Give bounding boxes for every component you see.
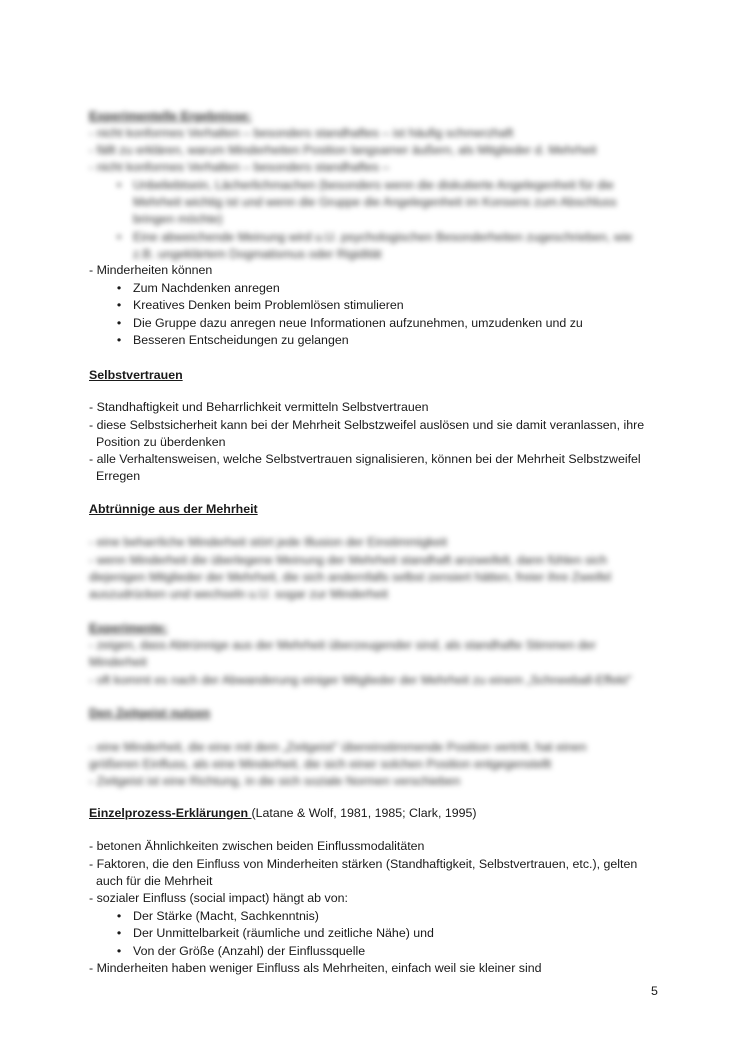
paragraph-line: Erregen (96, 469, 141, 483)
blurred-line: - wenn Minderheit die überlegene Meinung der Mehrheit standhaft anzweifelt, dann fühlen sich (89, 553, 607, 567)
bullet-marker: • (116, 281, 122, 295)
blurred-heading: Experimentelle Ergebnisse: (89, 109, 252, 123)
paragraph-line: - Minderheiten haben weniger Einfluss als Mehrheiten, einfach weil sie kleiner sind (89, 961, 542, 975)
section-heading-line (89, 805, 477, 821)
blurred-line: - eine Minderheit, die eine mit dem „Zeitgeist" übereinstimmende Position vertritt, hat einen (89, 740, 587, 754)
bullet-marker: • (116, 944, 122, 958)
blurred-line: z.B. ungeklärtem Dogmatismus oder Rigidität (133, 247, 382, 261)
page-number: 5 (651, 984, 658, 998)
section-heading: Selbstvertrauen (89, 368, 183, 382)
bullet-marker: • (116, 298, 122, 312)
paragraph-line: - sozialer Einfluss (social impact) hängt ab von: (89, 891, 348, 905)
bullet-marker: • (116, 316, 122, 330)
blurred-line: Mehrheit wichtig ist und wenn die Gruppe die Angelegenheit im Konsens zum Abschluss (133, 195, 617, 209)
blurred-line: größeren Einfluss, als eine Minderheit, die sich einer solchen Position entgegenstellt (89, 757, 552, 771)
section-heading: Einzelprozess-Erklärungen (89, 806, 252, 820)
blurred-heading: Den Zeitgeist nutzen (89, 706, 211, 720)
paragraph-line: - diese Selbstsicherheit kann bei der Mehrheit Selbstzweifel auslösen und sie damit veranlassen, ihre (89, 418, 645, 432)
blurred-line: - Zeitgeist ist eine Richtung, in die sich soziale Normen verschieben (89, 774, 461, 788)
blurred-line: Minderheit (89, 655, 147, 669)
paragraph-line: - Faktoren, die den Einfluss von Minderheiten stärken (Standhaftigkeit, Selbstvertrauen, etc.), gelten (89, 857, 638, 871)
paragraph-line: - Standhaftigkeit und Beharrlichkeit vermitteln Selbstvertrauen (89, 400, 429, 414)
bullet-marker: • (116, 333, 122, 347)
bullet-marker: • (116, 230, 122, 244)
bullet-marker: • (116, 926, 122, 940)
bullet-marker: • (116, 178, 122, 192)
blurred-line: Unbeliebtsein, Lächerlichmachen (besonders wenn die diskutierte Angelegenheit für die (133, 178, 614, 192)
blurred-line: - nicht konformes Verhalten – besonders standhaftes – (89, 160, 390, 174)
blurred-line: - oft kommt es nach der Abwanderung einiger Mitglieder der Mehrheit zu einem „Schneeball-Effekt" (89, 673, 632, 687)
blurred-line: - fällt zu erklären, warum Minderheiten Position langsamer äußern, als Mitglieder d. Mehrheit (89, 143, 597, 157)
paragraph-line: - alle Verhaltensweisen, welche Selbstvertrauen signalisieren, können bei der Mehrheit Selbstzweifel (89, 452, 641, 466)
blurred-line: - nicht konformes Verhalten – besonders standhaftes – ist häufig schmerzhaft (89, 126, 514, 140)
paragraph-line: - betonen Ähnlichkeiten zwischen beiden Einflussmodalitäten (89, 839, 425, 853)
paragraph-line: Position zu überdenken (96, 435, 226, 449)
blurred-heading: Experimente: (89, 621, 168, 635)
blurred-line: bringen möchte) (133, 212, 223, 226)
list-item: Zum Nachdenken anregen (133, 281, 280, 295)
list-item: Der Stärke (Macht, Sachkenntnis) (133, 909, 319, 923)
list-item: Besseren Entscheidungen zu gelangen (133, 333, 349, 347)
citation: (Latane & Wolf, 1981, 1985; Clark, 1995) (251, 806, 477, 820)
blurred-line: Eine abweichende Meinung wird u.U. psychologischen Besonderheiten zugeschrieben, wie (133, 230, 633, 244)
list-item: Von der Größe (Anzahl) der Einflussquelle (133, 944, 366, 958)
list-item: Die Gruppe dazu anregen neue Informationen aufzunehmen, umzudenken und zu (133, 316, 583, 330)
list-intro: - Minderheiten können (89, 263, 213, 277)
blurred-line: - zeigen, dass Abtrünnige aus der Mehrheit überzeugender sind, als standhafte Stimmen der (89, 638, 596, 652)
paragraph-line: auch für die Mehrheit (96, 874, 213, 888)
blurred-line: auszudrücken und wechseln u.U. sogar zur Minderheit (89, 587, 388, 601)
blurred-line: diejenigen Mitglieder der Mehrheit, die sich andernfalls selbst zensiert hätten, freier ihre Zweifel (89, 570, 612, 584)
list-item: Der Unmittelbarkeit (räumliche und zeitliche Nähe) und (133, 926, 434, 940)
section-heading: Abtrünnige aus der Mehrheit (89, 502, 258, 516)
list-item: Kreatives Denken beim Problemlösen stimulieren (133, 298, 404, 312)
bullet-marker: • (116, 909, 122, 923)
blurred-line: - eine beharrliche Minderheit stört jede Illusion der Einstimmigkeit (89, 535, 448, 549)
